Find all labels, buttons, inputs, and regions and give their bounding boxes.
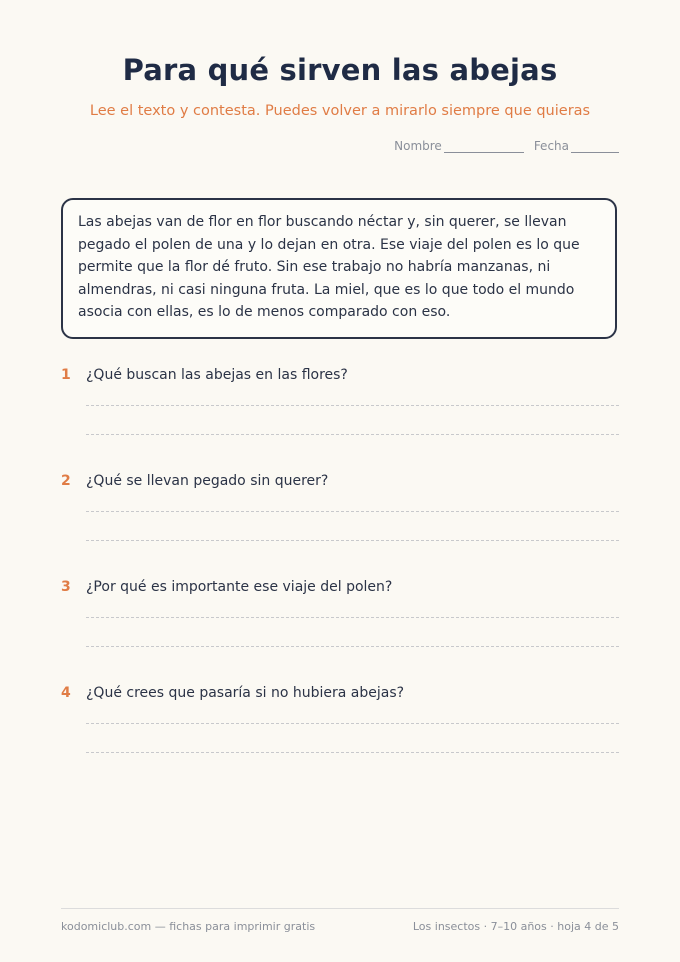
date-line[interactable] bbox=[571, 139, 619, 153]
passage-line: pegado el polen de una y lo dejan en otra. Ese viaje del polen es lo que bbox=[78, 236, 580, 253]
footer-site: kodomiclub.com — fichas para imprimir gratis bbox=[61, 920, 316, 933]
name-label: Nombre bbox=[394, 139, 442, 153]
question-number: 4 bbox=[61, 685, 71, 701]
answer-line[interactable] bbox=[86, 405, 619, 406]
answer-line[interactable] bbox=[86, 752, 619, 753]
passage-line: Las abejas van de flor en flor buscando néctar y, sin querer, se llevan bbox=[78, 214, 567, 230]
answer-line[interactable] bbox=[86, 646, 619, 647]
passage-line: asocia con ellas, es lo de menos comparado con eso. bbox=[78, 304, 451, 321]
footer-divider bbox=[61, 908, 619, 909]
answer-line[interactable] bbox=[86, 723, 619, 724]
answer-line[interactable] bbox=[86, 540, 619, 541]
question-text: ¿Qué se llevan pegado sin querer? bbox=[86, 473, 329, 489]
question-number: 3 bbox=[61, 579, 71, 595]
date-label: Fecha bbox=[533, 139, 569, 153]
footer-page-info: Los insectos · 7–10 años · hoja 4 de 5 bbox=[412, 920, 619, 933]
answer-line[interactable] bbox=[86, 617, 619, 618]
question-text: ¿Qué crees que pasaría si no hubiera abejas? bbox=[86, 685, 405, 701]
question-text: ¿Por qué es importante ese viaje del polen? bbox=[86, 579, 393, 595]
question-text: ¿Qué buscan las abejas en las flores? bbox=[86, 367, 348, 383]
passage-line: permite que la flor dé fruto. Sin ese trabajo no habría manzanas, ni bbox=[78, 259, 551, 276]
name-date-fields bbox=[394, 139, 619, 153]
instructions: Lee el texto y contesta. Puedes volver a mirarlo siempre que quieras bbox=[89, 103, 591, 119]
answer-line[interactable] bbox=[86, 511, 619, 512]
reading-passage bbox=[61, 198, 617, 339]
passage-line: almendras, ni casi ninguna fruta. La miel, que es lo que todo el mundo bbox=[78, 281, 575, 298]
question-number: 1 bbox=[61, 367, 71, 383]
name-line[interactable] bbox=[444, 139, 524, 153]
page-title: Para qué sirven las abejas bbox=[122, 53, 558, 87]
question-number: 2 bbox=[61, 473, 71, 489]
answer-line[interactable] bbox=[86, 434, 619, 435]
